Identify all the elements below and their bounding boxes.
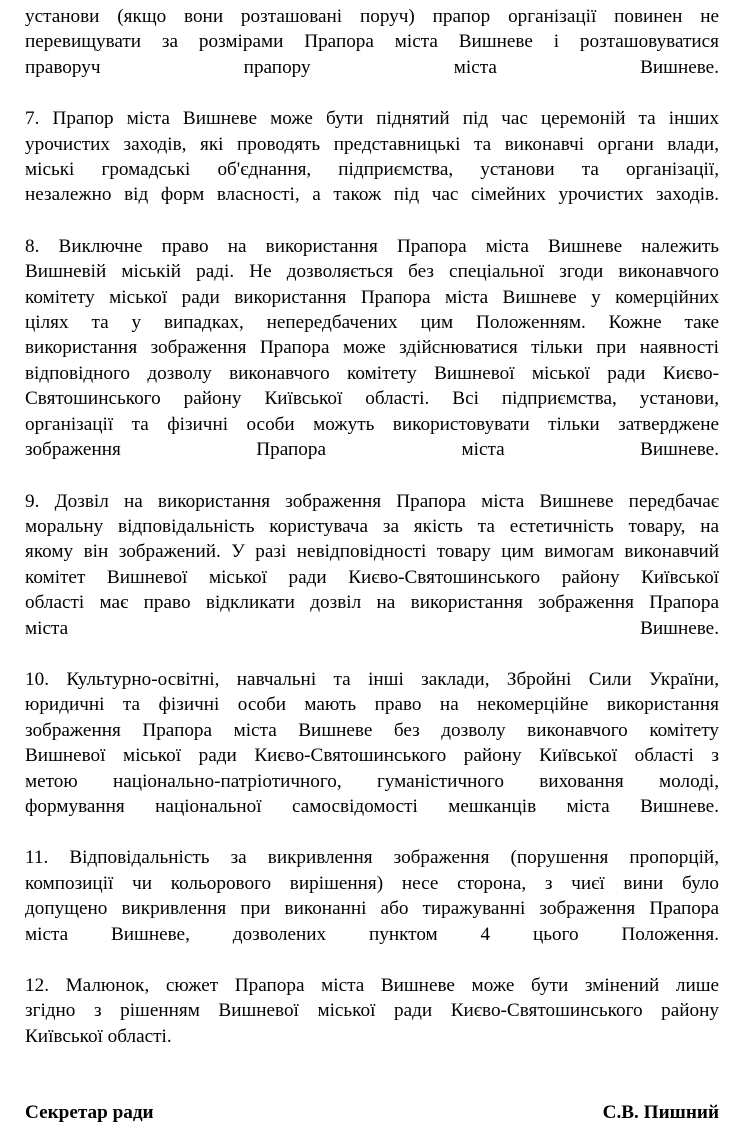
signature-name: С.В. Пишний	[602, 1102, 719, 1123]
text-line: відповідного дозволу виконавчого комітету Вишневої міської ради Києво-	[25, 362, 719, 384]
text-line: міста Вишневе, дозволених пунктом 4 цього Положення.	[25, 923, 719, 945]
text-line: використання зображення Прапора може здійснюватися тільки при наявності	[25, 337, 719, 359]
text-line: міські громадські об'єднання, підприємства, установи та організації,	[25, 159, 719, 181]
text-line: перевищувати за розмірами Прапора міста Вишневе і розташовуватися	[25, 31, 719, 53]
paragraph-10	[25, 667, 719, 819]
signature-title: Секретар ради	[25, 1102, 154, 1123]
text-line: 12. Малюнок, сюжет Прапора міста Вишневе може бути змінений лише	[25, 975, 719, 996]
continuation-paragraph	[25, 4, 719, 80]
text-line: юридичні та фізичні особи мають право на некомерційне використання	[25, 694, 719, 716]
text-line: міста Вишневе.	[25, 617, 719, 639]
text-line: урочистих заходів, які проводять представницькі та виконавчі органи влади,	[25, 133, 719, 155]
text-line: Святошинського району Київської області. Всі підприємства, установи,	[25, 388, 719, 410]
text-line: якому він зображений. У разі невідповідності товару цим вимогам виконавчий	[25, 541, 719, 563]
text-line: 10. Культурно-освітні, навчальні та інші заклади, Збройні Сили України,	[25, 668, 719, 690]
text-line: метою національно-патріотичного, гуманістичного виховання молоді,	[25, 770, 719, 792]
text-line: 9. Дозвіл на використання зображення Прапора міста Вишневе передбачає	[25, 490, 719, 512]
text-line: Вишневій міській раді. Не дозволяється без спеціальної згоди виконавчого	[25, 261, 719, 283]
text-line: незалежно від форм власності, а також під час сімейних урочистих заходів.	[25, 184, 719, 206]
text-line: композиції чи кольорового вирішення) несе сторона, з чиєї вини було	[25, 872, 719, 894]
text-line: допущено викривлення при виконанні або тиражуванні зображення Прапора	[25, 898, 719, 920]
text-line: зображення Прапора міста Вишневе.	[25, 439, 719, 461]
document-body	[25, 4, 719, 1049]
paragraph-7	[25, 106, 719, 208]
paragraph-8	[25, 234, 719, 463]
text-line: моральну відповідальність користувача за якість та естетичність товару, на	[25, 515, 719, 537]
text-line: комітету міської ради використання Прапора міста Вишневе у комерційних	[25, 286, 719, 308]
text-line: зображення Прапора міста Вишневе без дозволу виконавчого комітету	[25, 719, 719, 741]
text-line: згідно з рішенням Вишневої міської ради Києво-Святошинського району	[25, 1000, 719, 1022]
text-line: Вишневої міської ради Києво-Святошинського району Київської області з	[25, 745, 719, 767]
text-line: 8. Виключне право на використання Прапора міста Вишневе належить	[25, 235, 719, 257]
text-line: області має право відкликати дозвіл на використання зображення Прапора	[25, 592, 719, 614]
text-line: формування національної самосвідомості мешканців міста Вишневе.	[25, 795, 719, 817]
text-line: 7. Прапор міста Вишневе може бути піднятий під час церемоній та інших	[25, 108, 719, 130]
text-line: цілях та у випадках, непередбачених цим Положенням. Кожне таке	[25, 312, 719, 334]
paragraph-9	[25, 489, 719, 641]
text-line: організації та фізичні особи можуть використовувати тільки затверджене	[25, 413, 719, 435]
text-line: комітет Вишневої міської ради Києво-Святошинського району Київської	[25, 566, 719, 588]
text-line: установи (якщо вони розташовані поруч) прапор організації повинен не	[25, 6, 719, 27]
paragraph-12	[25, 973, 719, 1049]
text-line: Київської області.	[25, 1025, 172, 1047]
paragraph-11	[25, 845, 719, 947]
text-line: праворуч прапору міста Вишневе.	[25, 56, 719, 78]
signature-block	[25, 1100, 719, 1125]
text-line: 11. Відповідальність за викривлення зображення (порушення пропорцій,	[25, 847, 719, 869]
